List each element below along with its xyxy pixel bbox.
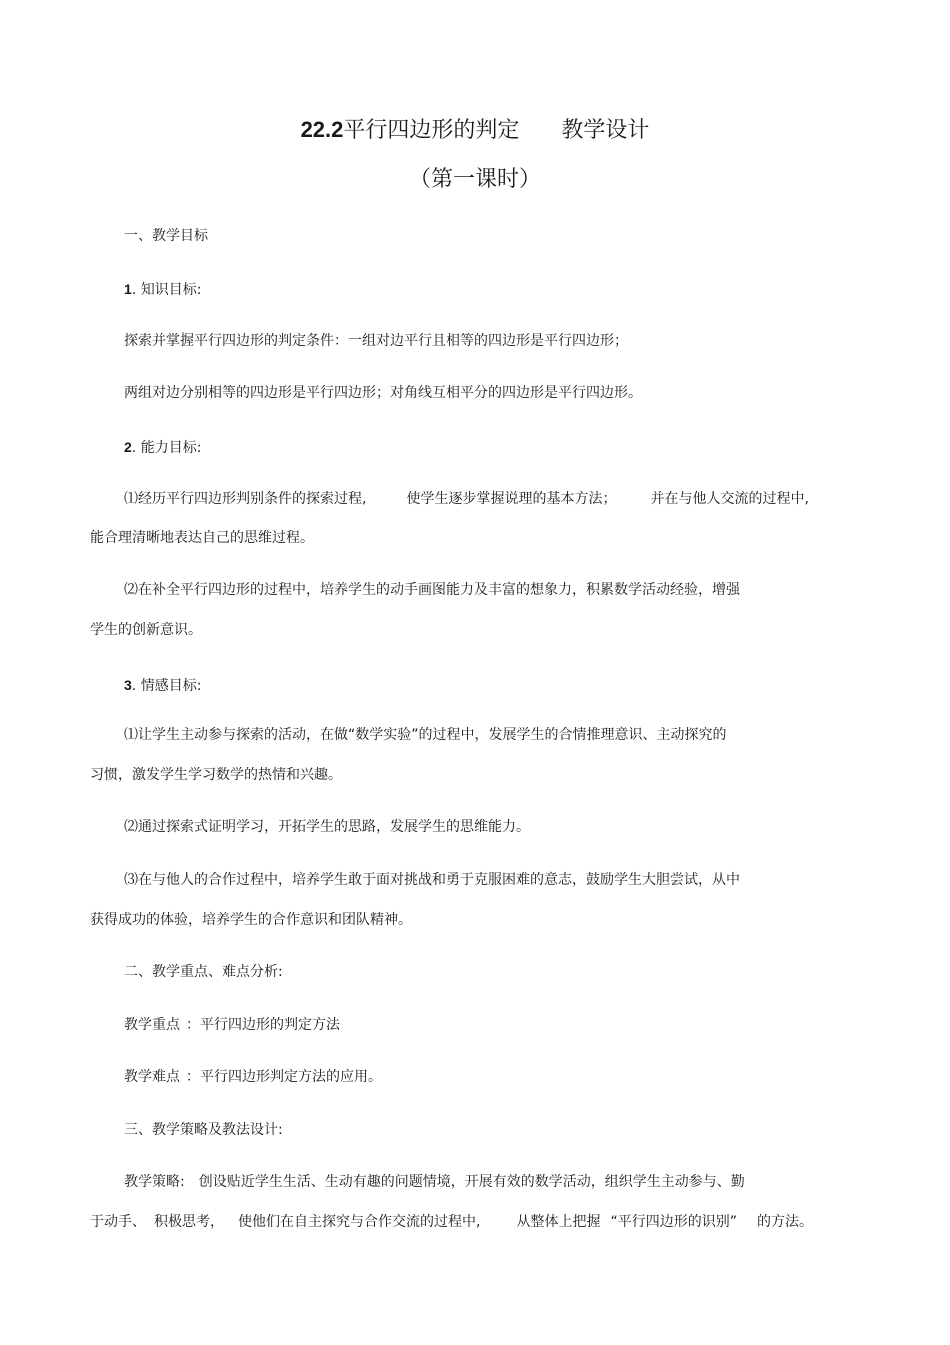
title-suffix: 教学设计 bbox=[561, 118, 650, 143]
knowledge-goal-line-2: 两组对边分别相等的四边形是平行四边形；对角线互相平分的四边形是平行四边形。 bbox=[124, 385, 642, 401]
knowledge-goal-line-1: 探索并掌握平行四边形的判定条件：一组对边平行且相等的四边形是平行四边形； bbox=[124, 333, 628, 349]
title-number: 22.2 bbox=[300, 117, 344, 142]
emotion-goal-2: ⑵通过探索式证明学习，开拓学生的思路，发展学生的思维能力。 bbox=[124, 819, 530, 835]
ability-goal-1: ⑴经历平行四边形判别条件的探索过程, 使学生逐步掌握说理的基本方法； 并在与他人交流的过程中, bbox=[124, 491, 809, 507]
title-main: 平行四边形的判定 bbox=[343, 118, 520, 143]
document-title bbox=[0, 116, 950, 145]
teaching-focus: 教学重点 ：平行四边形的判定方法 bbox=[124, 1017, 340, 1033]
ability-goal-1-continued: 能合理清晰地表达自己的思维过程。 bbox=[90, 530, 314, 546]
knowledge-goal-heading: 1. 知识目标: bbox=[124, 281, 202, 298]
section-2-heading: 二、教学重点、难点分析: bbox=[124, 964, 283, 980]
emotion-goal-3: ⑶在与他人的合作过程中，培养学生敢于面对挑战和勇于克服困难的意志，鼓励学生大胆尝试，从中 bbox=[124, 872, 740, 888]
ability-goal-2-continued: 学生的创新意识。 bbox=[90, 622, 202, 638]
teaching-strategy: 教学策略: 创设贴近学生生活、生动有趣的问题情境，开展有效的数学活动，组织学生主动参与、勤 bbox=[124, 1174, 745, 1190]
document-subtitle: （第一课时） bbox=[408, 167, 541, 192]
emotion-goal-1: ⑴让学生主动参与探索的活动，在做“数学实验”的过程中，发展学生的合情推理意识、主动探究的 bbox=[124, 727, 727, 743]
emotion-goal-3-continued: 获得成功的体验，培养学生的合作意识和团队精神。 bbox=[90, 912, 412, 928]
ability-goal-heading: 2. 能力目标: bbox=[124, 439, 202, 456]
section-1-heading: 一、教学目标 bbox=[124, 228, 208, 244]
teaching-difficulty: 教学难点 ：平行四边形判定方法的应用。 bbox=[124, 1069, 382, 1085]
teaching-strategy-continued: 于动手、 积极思考， 使他们在自主探究与合作交流的过程中, 从整体上把握 “平行四边形的识别” 的方法。 bbox=[90, 1214, 813, 1230]
section-3-heading: 三、教学策略及教法设计: bbox=[124, 1122, 283, 1138]
emotion-goal-1-continued: 习惯，激发学生学习数学的热情和兴趣。 bbox=[90, 767, 342, 783]
ability-goal-2: ⑵在补全平行四边形的过程中，培养学生的动手画图能力及丰富的想象力，积累数学活动经验，增强 bbox=[124, 582, 740, 598]
emotion-goal-heading: 3. 情感目标: bbox=[124, 677, 202, 694]
